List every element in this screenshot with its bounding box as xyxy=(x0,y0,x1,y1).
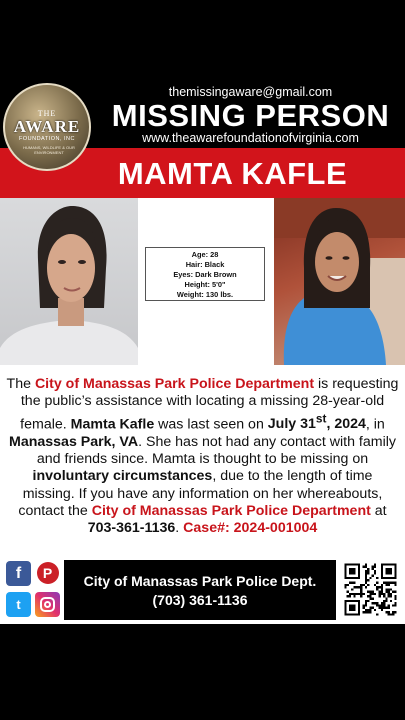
case-number: Case#: 2024-001004 xyxy=(183,520,318,537)
circumstances: involuntary circumstances xyxy=(32,468,213,485)
person-photo-portrait xyxy=(0,198,138,365)
contact-phone: (703) 361-1136 xyxy=(152,592,248,608)
body-text: . xyxy=(175,520,184,537)
description-paragraph xyxy=(6,376,399,537)
body-text: . She has not had any contact with family and friends since. Mamta is thought to be missing on xyxy=(36,433,396,467)
website-url: www.theawarefoundationofvirginia.com xyxy=(142,131,359,145)
date-suffix: st xyxy=(315,411,327,426)
detail-age: Age: 28 xyxy=(191,250,219,259)
aware-foundation-logo xyxy=(3,83,91,171)
last-seen-location: Manassas Park, VA xyxy=(9,433,139,450)
detail-height: Height: 5'0" xyxy=(184,280,226,289)
logo-the: THE xyxy=(37,109,57,118)
person-details-box xyxy=(145,247,265,301)
social-icons xyxy=(6,561,60,617)
qr-code-icon xyxy=(342,561,399,618)
body-text: was last seen on xyxy=(154,416,268,433)
instagram-icon xyxy=(35,592,60,617)
detail-eyes: Eyes: Dark Brown xyxy=(173,270,237,279)
body-text: is requesting the public’s assistance with locating a missing 28-year-old female. xyxy=(20,376,399,433)
body-text: The xyxy=(6,376,35,392)
poster-title: MISSING PERSON xyxy=(111,98,390,133)
police-contact-box xyxy=(64,560,336,620)
date-year: , 2024 xyxy=(326,416,366,433)
pinterest-icon xyxy=(35,561,60,586)
body-text: , in xyxy=(365,416,385,433)
person-name: MAMTA KAFLE xyxy=(117,156,348,191)
person-photo-casual xyxy=(274,198,405,365)
police-department-name: City of Manassas Park Police Department xyxy=(34,376,315,392)
body-text: , due to the length of time missing. If you have any information on her whereabouts, contact the xyxy=(18,468,383,519)
contact-department: City of Manassas Park Police Dept. xyxy=(83,573,317,589)
last-seen-date xyxy=(267,411,366,433)
body-text: at xyxy=(370,502,387,519)
detail-hair: Hair: Black xyxy=(185,260,225,269)
logo-word: AWARE xyxy=(13,117,81,136)
logo-tagline: HUMANS, WILDLIFE & OUR ENVIRONMENT xyxy=(23,145,75,155)
facebook-icon: f xyxy=(6,561,31,586)
logo-sub: FOUNDATION, INC xyxy=(19,136,75,142)
pinterest-glyph: P xyxy=(37,562,59,584)
twitter-icon: t xyxy=(6,592,31,617)
police-department-name: City of Manassas Park Police Department xyxy=(91,502,371,519)
police-phone: 703-361-1136 xyxy=(87,520,176,537)
date-text: July 31 xyxy=(267,416,316,433)
contact-email: themissingaware@gmail.com xyxy=(168,85,333,99)
person-name-inline: Mamta Kafle xyxy=(70,416,155,433)
missing-person-poster xyxy=(0,80,405,624)
detail-weight: Weight: 130 lbs. xyxy=(176,290,234,299)
